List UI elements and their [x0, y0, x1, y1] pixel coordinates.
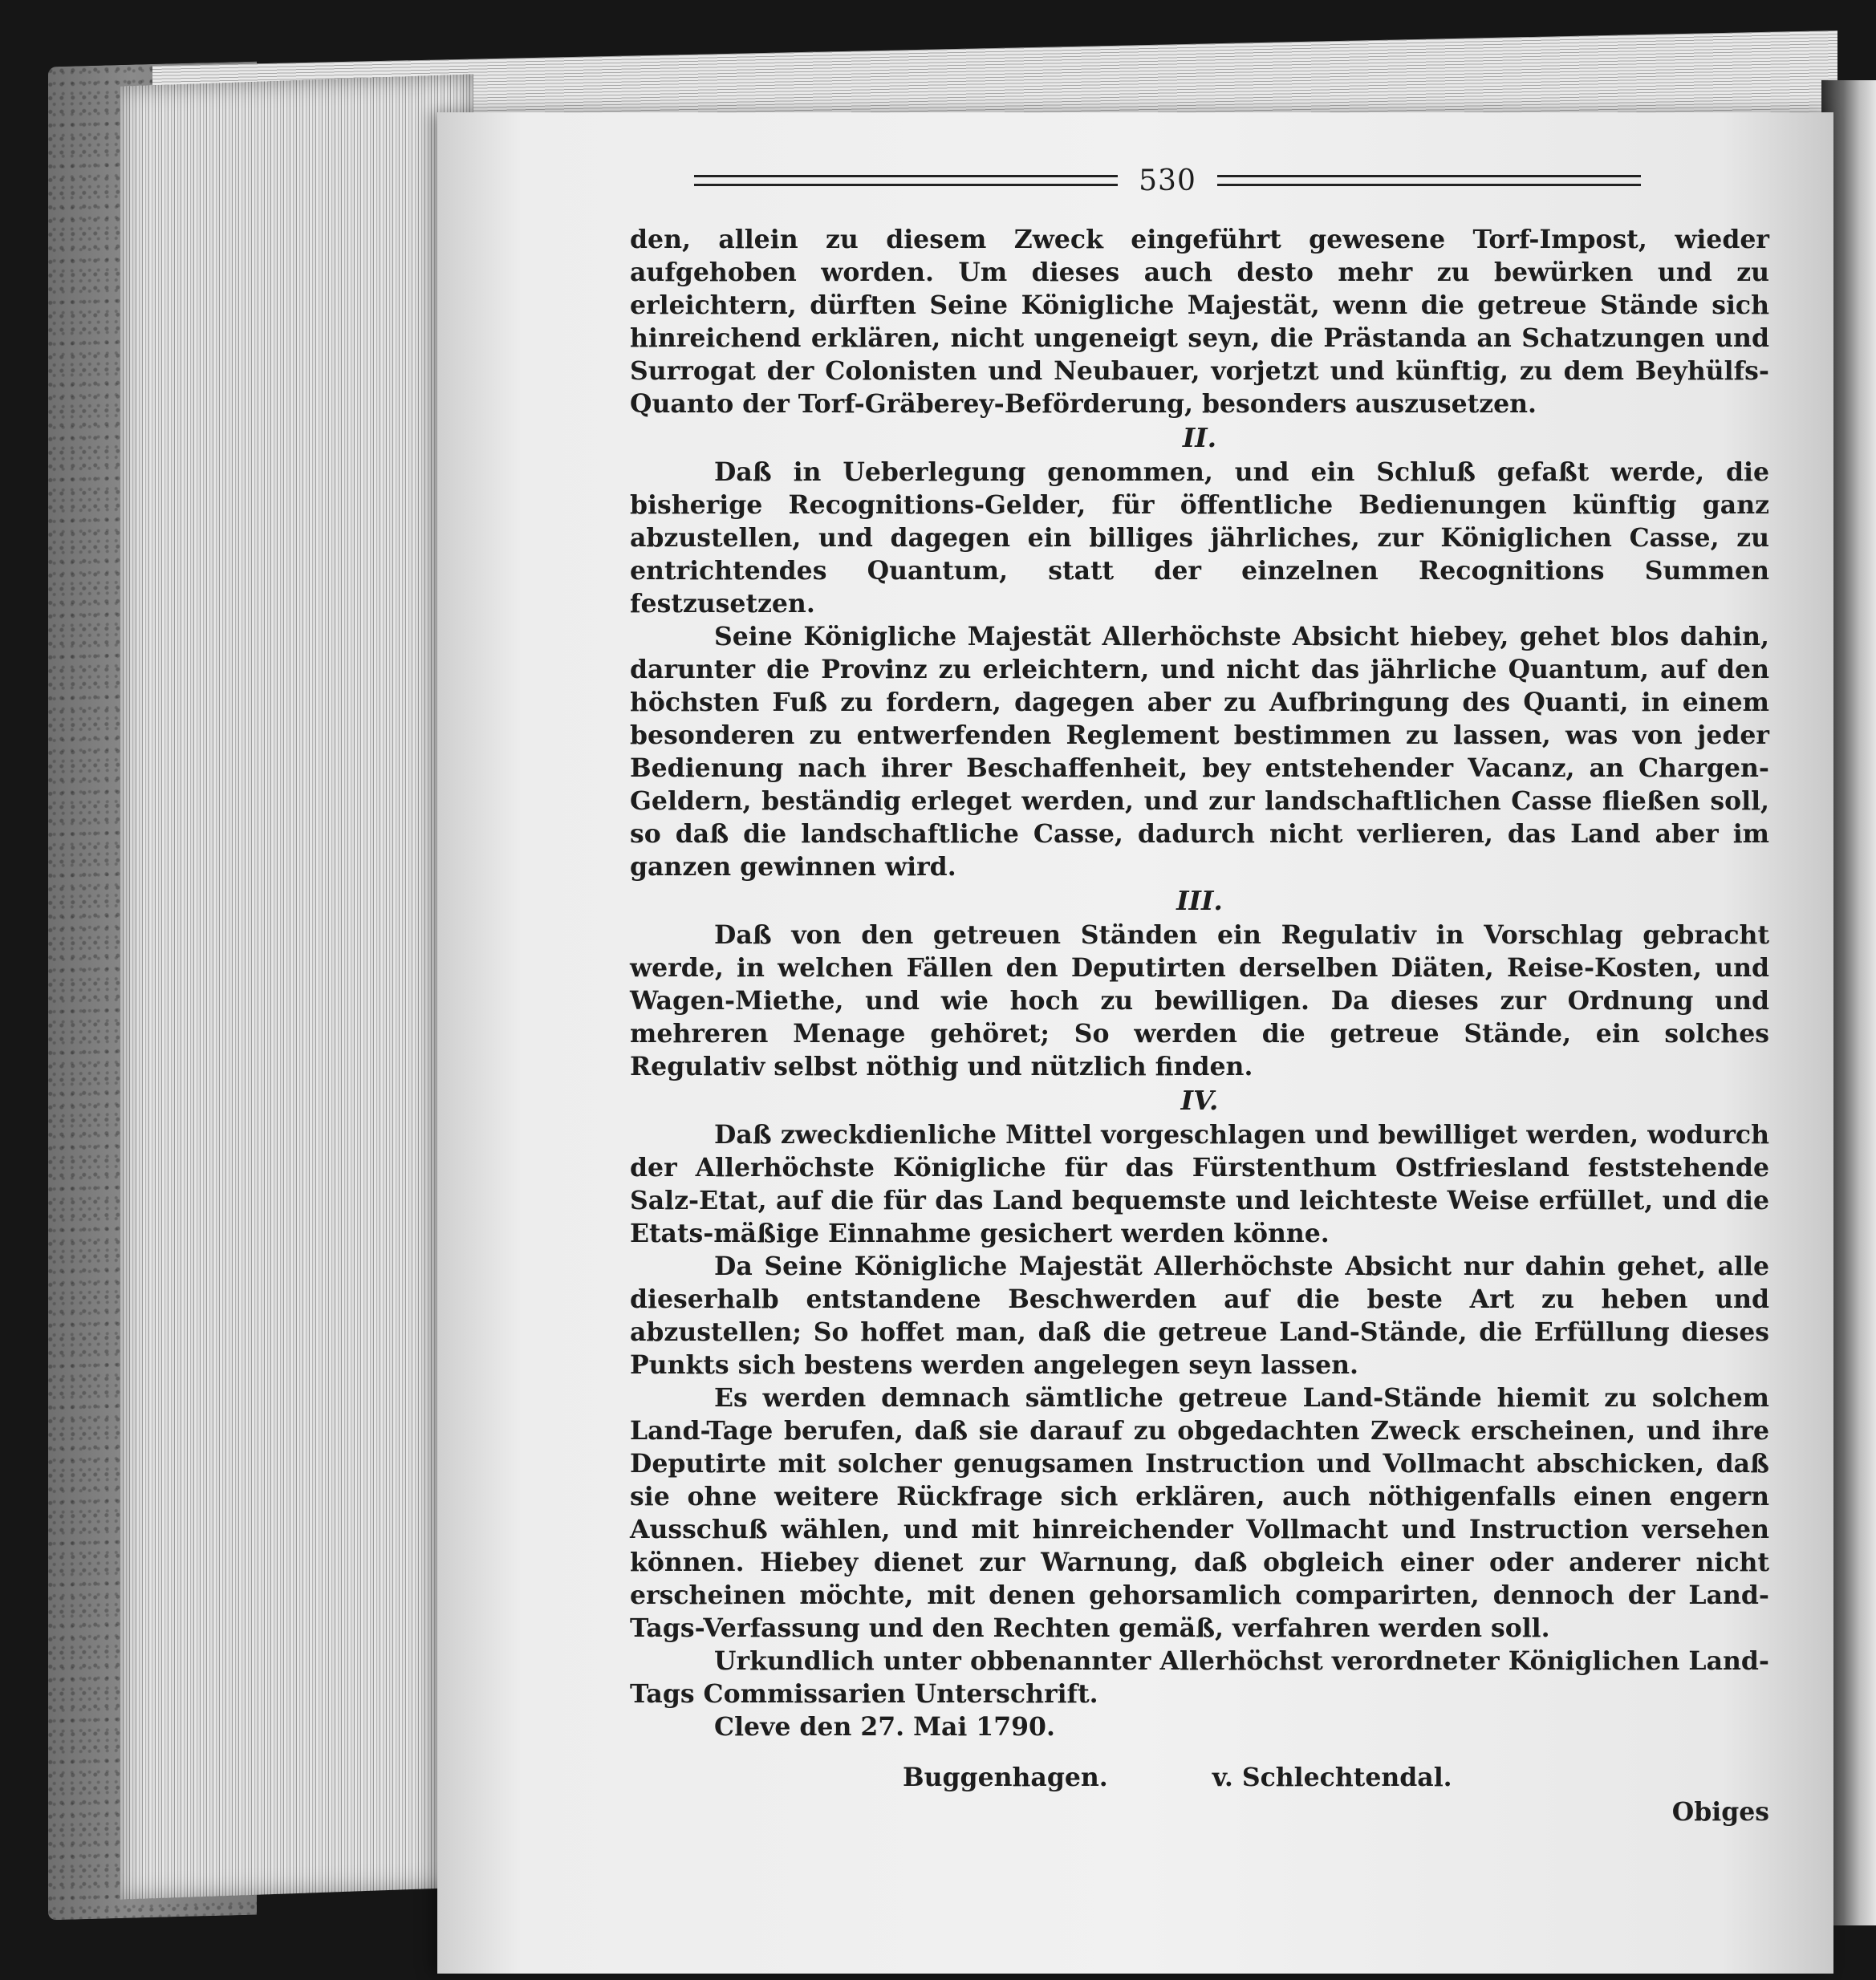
section-numeral-3: III.	[1176, 885, 1223, 916]
paragraph-6: Da Seine Königliche Majestät Allerhöchste Absicht nur dahin gehet, alle dieserhalb entstandene Beschwerden auf die beste Art zu heben und abzustellen; So hoffet man, daß die getreue Land-Stände, die Erfüllung dieses Punkts sich bestens werden angelegen seyn lassen.	[630, 1252, 1769, 1380]
catchword: Obiges	[1671, 1797, 1769, 1827]
signature-block	[903, 1761, 1769, 1794]
paragraph-1: den, allein zu diesem Zweck eingeführt gewesene Torf-Impost, wieder aufgehoben worden. Um dieses auch desto mehr zu bewürken und zu erleichtern, dürften Seine Königliche Majestät, wenn die getreue Stände sich hinreichend erklären, nicht ungeneigt seyn, die Prästanda an Schatzungen und Surrogat der Colonisten und Neubauer, vorjetzt und künftig, zu dem Beyhülfs-Quanto der Torf-Gräberey-Beförderung, besonders auszusetzen.	[630, 225, 1769, 419]
page-number: 530	[1139, 164, 1196, 197]
paragraph-3: Seine Königliche Majestät Allerhöchste Absicht hiebey, gehet blos dahin, darunter die Provinz zu erleichtern, und nicht das jährliche Quantum, auf den höchsten Fuß zu fordern, dagegen aber zu Aufbringung des Quanti, in einem besonderen zu entwerfenden Reglement bestimmen zu lassen, was von jeder Bedienung nach ihrer Beschaffenheit, bey entstehender Vacanz, an Chargen-Geldern, beständig erleget werden, und zur landschaftlichen Casse fließen soll, so daß die landschaftliche Casse, dadurch nicht verlieren, das Land aber im ganzen gewinnen wird.	[630, 622, 1769, 882]
body-text	[630, 223, 1769, 1828]
page-content	[630, 160, 1769, 1828]
header-rule-left	[694, 175, 1118, 186]
signature-buggenhagen: Buggenhagen.	[903, 1763, 1108, 1792]
signature-schlechtendal: v. Schlechtendal.	[1212, 1763, 1452, 1792]
paragraph-5: Daß zweckdienliche Mittel vorgeschlagen und bewilliget werden, wodurch der Allerhöchste Königliche für das Fürstenthum Ostfriesland feststehende Salz-Etat, auf die für das Land bequemste und leichteste Weise erfüllet, und die Etats-mäßige Einnahme gesichert werden könne.	[630, 1120, 1769, 1248]
header-rule-right	[1217, 175, 1641, 186]
section-numeral-4: IV.	[1180, 1085, 1219, 1116]
paragraph-2: Daß in Ueberlegung genommen, und ein Schluß gefaßt werde, die bisherige Recognitions-Gelder, für öffentliche Bedienungen künftig ganz abzustellen, und dagegen ein billiges jährliches, zur Königlichen Casse, zu entrichtendes Quantum, statt der einzelnen Recognitions Summen festzusetzen.	[630, 457, 1769, 619]
section-numeral-2: II.	[1182, 422, 1217, 453]
page-header	[694, 160, 1641, 201]
paragraph-4: Daß von den getreuen Ständen ein Regulativ in Vorschlag gebracht werde, in welchen Fällen den Deputirten derselben Diäten, Reise-Kosten, und Wagen-Miethe, und wie hoch zu bewilligen. Da dieses zur Ordnung und mehreren Menage gehöret; So werden die getreue Stände, ein solches Regulativ selbst nöthig und nützlich finden.	[630, 920, 1769, 1081]
paragraph-7: Es werden demnach sämtliche getreue Land-Stände hiemit zu solchem Land-Tage berufen, daß sie darauf zu obgedachten Zweck erscheinen, und ihre Deputirte mit solcher genugsamen Instruction und Vollmacht abschicken, daß sie ohne weitere Rückfrage sich erklären, auch nöthigenfalls einen engern Ausschuß wählen, und mit hinreichender Vollmacht und Instruction versehen können. Hiebey dienet zur Warnung, daß obgleich einer oder anderer nicht erscheinen möchte, mit denen gehorsamlich comparirten, dennoch der Land-Tags-Verfassung und den Rechten gemäß, verfahren werden soll.	[630, 1383, 1769, 1643]
place-date: Cleve den 27. Mai 1790.	[714, 1712, 1055, 1742]
paragraph-8: Urkundlich unter obbenannter Allerhöchst verordneter Königlichen Land-Tags Commissarien Unterschrift.	[630, 1646, 1769, 1709]
page-edges	[120, 74, 473, 1899]
book-page	[437, 112, 1833, 1974]
